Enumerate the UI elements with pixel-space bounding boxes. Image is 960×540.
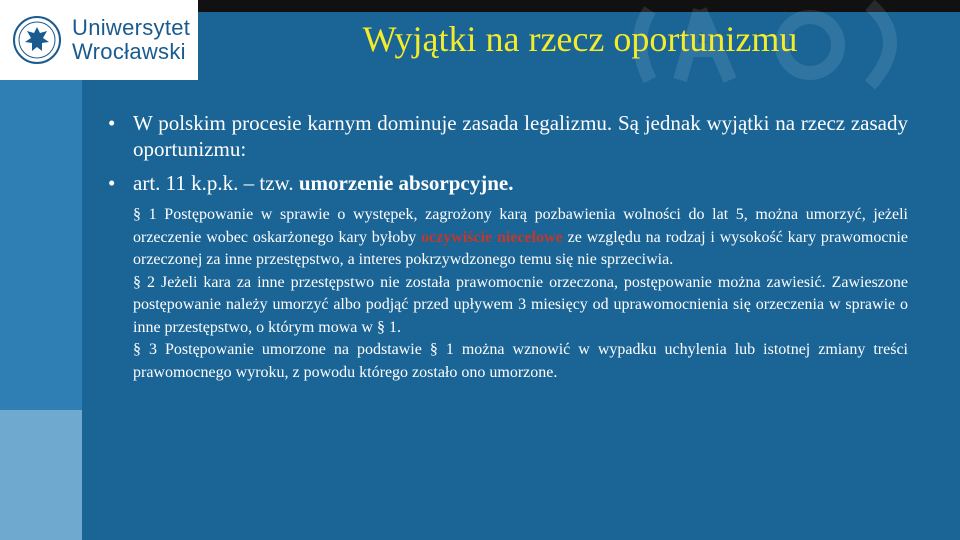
bullet-item [108,110,908,162]
bullet-item [108,170,908,196]
slide-title: Wyjątki na rzecz oportunizmu [362,19,798,59]
logo-line-2: Wrocławski [72,39,186,64]
bullet-prefix: art. 11 k.p.k. – tzw. [133,171,299,195]
bullet-bold-term: umorzenie absorpcyjne. [298,171,514,195]
bullet-dot: • [108,171,116,195]
left-decor-light-block [0,410,82,540]
slide-content [108,110,908,384]
eagle-crest-icon [12,15,62,65]
paragraph-1-emphasis: oczywiście niecelowe [421,228,563,246]
paragraph-1-end: ze względu na rodzaj i wysokość kary prawomocnie orzeczonej za inne przestępstwo, a interes pokrzywdzonego temu się nie sprzeciwia. [133,228,909,268]
paragraph-2: § 2 Jeżeli kara za inne przestępstwo nie została prawomocnie orzeczona, postępowanie można zawiesić. Zawieszone postępowanie należy umorzyć albo podjąć przed upływem 3 miesięcy od uprawomocnienia się orzeczenia w sprawie o inne przestępstwo, o którym mowa w § 1. [133,273,908,336]
logo-line-1: Uniwersytet [72,15,191,40]
bullet-text [133,170,908,196]
bullet-dot: • [108,111,116,135]
paragraph-1 [133,204,908,272]
left-decor-strip [0,80,82,540]
article-paragraphs [133,204,908,384]
paragraph-1-start: § 1 Postępowanie w sprawie o występek, zagrożony karą pozbawienia wolności do lat 5, można umorzyć, jeżeli orzeczenie wobec oskarżonego kary byłoby [133,206,908,246]
university-logo [0,0,198,80]
paragraph-3: § 3 Postępowanie umorzone na podstawie § 1 można wznowić w wypadku uchylenia lub istotnej zmiany treści prawomocnego wyroku, z powodu którego zostało ono umorzone. [133,341,908,381]
bullet-text: W polskim procesie karnym dominuje zasada legalizmu. Są jednak wyjątki na rzecz zasady oportunizmu: [133,111,908,161]
